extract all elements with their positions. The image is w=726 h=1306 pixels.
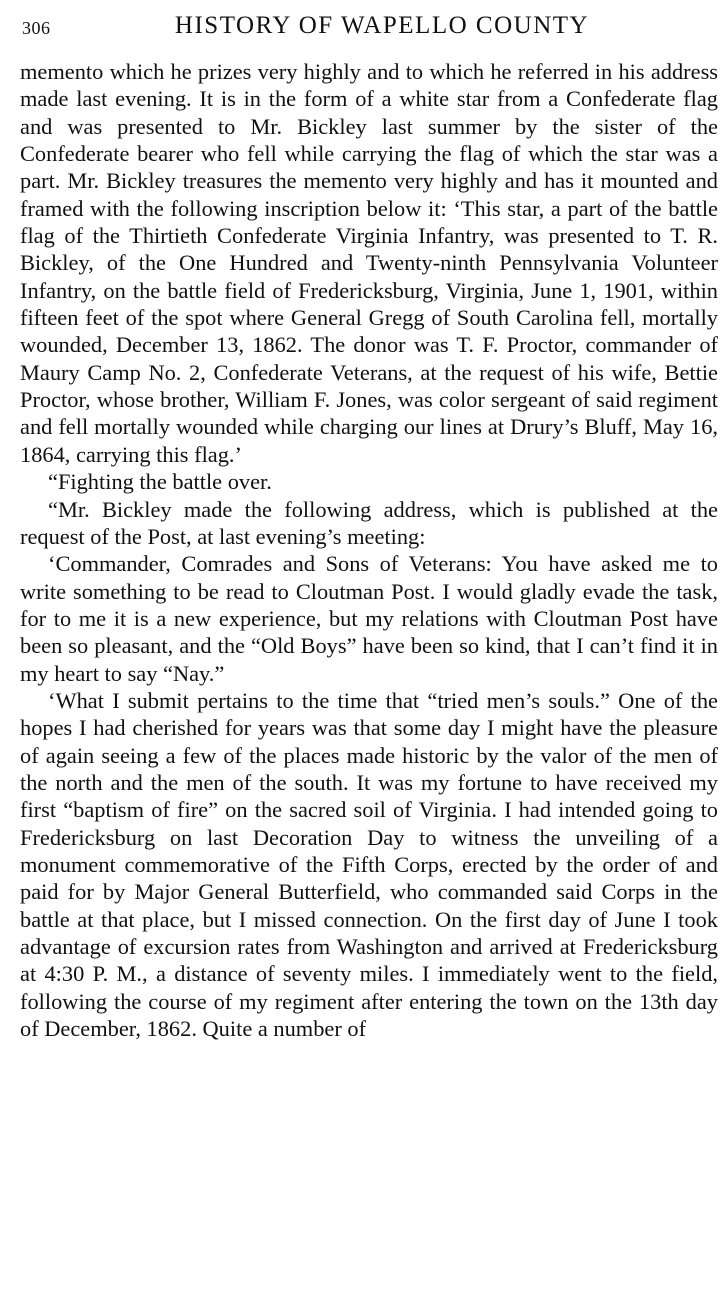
paragraph-continued: memento which he prizes very highly and to which he referred in his address made last evening. It is in the form of a white star from a Confederate flag and was presented to Mr. Bickley last summer by the sister of the Confederate bearer who fell while carrying the flag of which the star was a part. Mr. Bickley treasures the memento very highly and has it mounted and framed with the following inscription below it: ‘This star, a part of the battle flag of the Thirtieth Confederate Virginia Infantry, was presented to T. R. Bickley, of the One Hundred and Twenty-ninth Pennsylvania Volunteer Infantry, on the battle field of Fredericksburg, Virginia, June 1, 1901, within fifteen feet of the spot where General Gregg of South Carolina fell, mortally wounded, December 13, 1862. The donor was T. F. Proctor, commander of Maury Camp No. 2, Confederate Veterans, at the request of his wife, Bettie Proctor, whose brother, William F. Jones, was color sergeant of said regiment and fell mortally wounded while charging our lines at Drury’s Bluff, May 16, 1864, carrying this flag.’ bbox=[20, 59, 718, 467]
paragraph: “Mr. Bickley made the following address, which is published at the request of the Post, at last evening’s meeting: bbox=[20, 496, 718, 549]
paragraph: ‘Commander, Comrades and Sons of Veterans: You have asked me to write something to be read to Cloutman Post. I would gladly evade the task, for to me it is a new experience, but my relations with Cloutman Post have been so pleasant, and the “Old Boys” have been so kind, that I can’t find it in my heart to say “Nay.” bbox=[20, 551, 718, 686]
running-title: HISTORY OF WAPELLO COUNTY bbox=[174, 12, 590, 39]
paragraph: ‘What I submit pertains to the time that “tried men’s souls.” One of the hopes I had cherished for years was that some day I might have the pleasure of again seeing a few of the places made historic by the valor of the men of the north and the men of the south. It was my fortune to have received my first “baptism of fire” on the sacred soil of Virginia. I had intended going to Fredericksburg on last Decoration Day to witness the unveiling of a monument commemorative of the Fifth Corps, erected by the order of and paid for by Major General Butterfield, who commanded said Corps in the battle at that place, but I missed connection. On the first day of June I took advantage of excursion rates from Washington and arrived at Fredericksburg at 4:30 P. M., a distance of seventy miles. I immediately went to the field, following the course of my regiment after entering the town on the 13th day of December, 1862. Quite a number of bbox=[20, 687, 718, 1042]
page-header bbox=[22, 10, 718, 44]
body-text bbox=[20, 58, 718, 1042]
paragraph: “Fighting the battle over. bbox=[48, 469, 272, 495]
page-number: 306 bbox=[22, 18, 51, 38]
